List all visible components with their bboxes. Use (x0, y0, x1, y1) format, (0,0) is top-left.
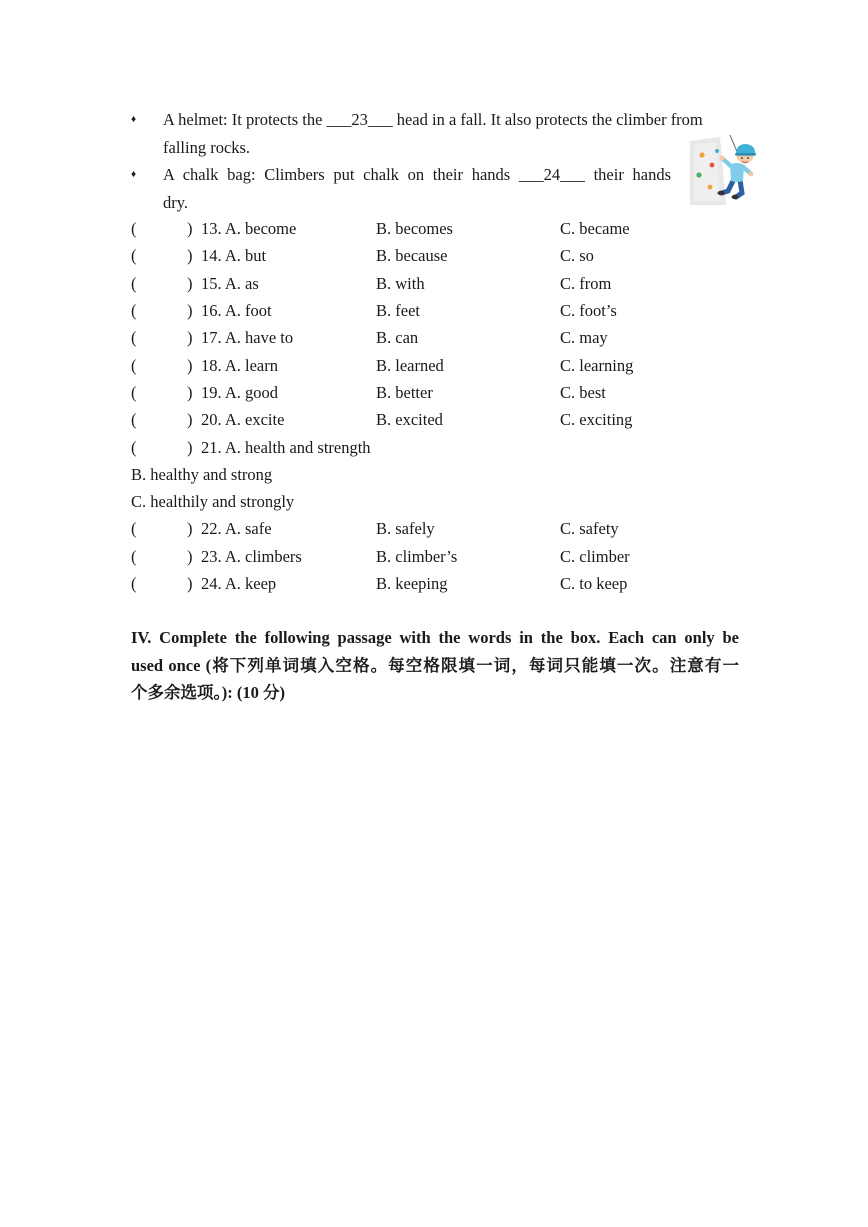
answer-paren-open: ( (131, 410, 137, 429)
bullet-line: A helmet: It protects the ___23___ head in a fall. It also protects the climber from (163, 110, 703, 129)
option-b: B. safely (376, 519, 435, 538)
option-c: C. became (560, 219, 630, 238)
option-c: C. from (560, 274, 612, 293)
section-iv-heading (131, 624, 739, 707)
option-c: C. may (560, 328, 608, 347)
option-b: B. learned (376, 356, 444, 375)
bullet-text (163, 161, 671, 216)
option-b: B. because (376, 246, 448, 265)
option-a: 13. A. become (201, 219, 297, 238)
option-c: C. climber (560, 547, 630, 566)
option-a: 17. A. have to (201, 328, 294, 347)
section-heading-line: 个多余选项。): (10 分) (131, 683, 285, 702)
option-c: C. to keep (560, 574, 628, 593)
answer-paren-open: ( (131, 383, 137, 402)
option-c: C. so (560, 246, 594, 265)
answer-paren-close: ) (187, 574, 193, 593)
option-a: 14. A. but (201, 246, 267, 265)
option-a: 18. A. learn (201, 356, 278, 375)
bullet-marker: ♦ (131, 169, 137, 180)
section-heading-line: used once (将下列单词填入空格。每空格限填一词，每词只能填一次。注意有一 (131, 655, 739, 675)
option-a: 23. A. climbers (201, 547, 302, 566)
option-b: B. can (376, 328, 419, 347)
option-b: B. better (376, 383, 433, 402)
bullet-line: A chalk bag: Climbers put chalk on their hands ___24___ their hands (163, 165, 671, 184)
option-a: 24. A. keep (201, 574, 277, 593)
option-a: 19. A. good (201, 383, 279, 402)
option-a: 20. A. excite (201, 410, 285, 429)
answer-paren-close: ) (187, 246, 193, 265)
option-b: B. healthy and strong (131, 465, 273, 484)
answer-paren-close: ) (187, 328, 193, 347)
answer-paren-open: ( (131, 356, 137, 375)
answer-paren-close: ) (187, 383, 193, 402)
answer-paren-close: ) (187, 438, 193, 457)
answer-paren-open: ( (131, 301, 137, 320)
answer-paren-close: ) (187, 274, 193, 293)
option-a: 15. A. as (201, 274, 259, 293)
answer-paren-open: ( (131, 328, 137, 347)
answer-paren-open: ( (131, 438, 137, 457)
answer-paren-open: ( (131, 246, 137, 265)
option-c: C. exciting (560, 410, 633, 429)
bullet-text (163, 106, 737, 161)
option-a: 22. A. safe (201, 519, 272, 538)
bullet-line: falling rocks. (163, 137, 251, 157)
bullet-marker: ♦ (131, 114, 137, 125)
option-c: C. learning (560, 356, 634, 375)
option-b: B. becomes (376, 219, 453, 238)
answer-paren-open: ( (131, 574, 137, 593)
answer-paren-open: ( (131, 547, 137, 566)
answer-paren-open: ( (131, 219, 137, 238)
answer-paren-open: ( (131, 519, 137, 538)
rock-climber-icon (690, 135, 762, 205)
answer-paren-close: ) (187, 301, 193, 320)
answer-paren-close: ) (187, 219, 193, 238)
section-heading-line: IV. Complete the following passage with the words in the box. Each can only be (131, 628, 739, 647)
bullet-line: dry. (163, 192, 189, 212)
option-c: C. healthily and strongly (131, 492, 295, 511)
option-b: B. excited (376, 410, 443, 429)
option-a: 21. A. health and strength (201, 438, 371, 457)
option-b: B. climber’s (376, 547, 458, 566)
option-a: 16. A. foot (201, 301, 272, 320)
option-b: B. with (376, 274, 425, 293)
answer-paren-close: ) (187, 356, 193, 375)
answer-paren-open: ( (131, 274, 137, 293)
option-b: B. feet (376, 301, 420, 320)
option-b: B. keeping (376, 574, 448, 593)
answer-paren-close: ) (187, 519, 193, 538)
answer-paren-close: ) (187, 547, 193, 566)
option-c: C. best (560, 383, 606, 402)
option-c: C. foot’s (560, 301, 617, 320)
answer-paren-close: ) (187, 410, 193, 429)
option-c: C. safety (560, 519, 619, 538)
